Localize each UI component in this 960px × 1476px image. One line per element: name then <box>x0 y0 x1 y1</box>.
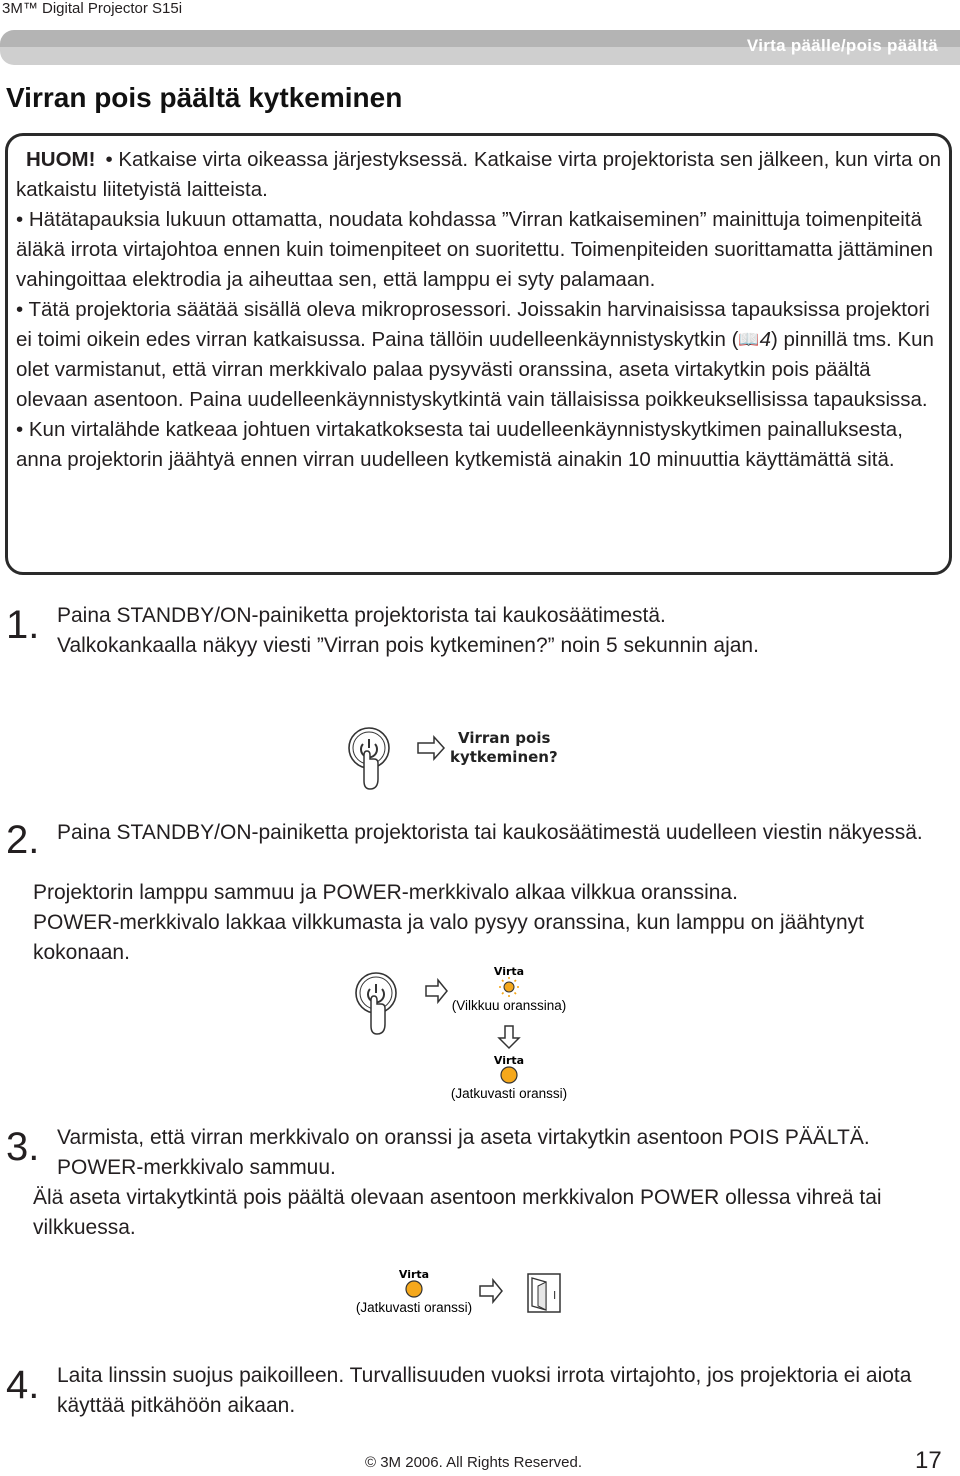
arrow-right-icon <box>480 1280 502 1302</box>
steady-led-icon <box>501 1067 517 1083</box>
step-2-number: 2. <box>6 818 40 862</box>
led-label: Virta <box>398 1268 430 1281</box>
arrow-right-icon <box>426 980 447 1002</box>
led-label-bottom: Virta <box>493 1054 525 1067</box>
step-1-line-2: Valkokankaalla näkyy viesti ”Virran pois kytkeminen?” noin 5 sekunnin ajan. <box>57 634 759 657</box>
message-line-2: kytkeminen? <box>450 748 558 766</box>
steady-led-icon <box>406 1281 422 1297</box>
step-2-line-1: Paina STANDBY/ON-painiketta projektorista tai kaukosäätimestä uudelleen viestin näkyessä. <box>57 821 923 844</box>
step-3-number: 3. <box>6 1125 40 1169</box>
step-2-body <box>33 878 943 968</box>
caption-steady: (Jatkuvasti oranssi) <box>450 1086 568 1101</box>
figure-2 <box>350 960 590 1105</box>
page-title: Virran pois päältä kytkeminen <box>6 82 403 113</box>
message-line-1: Virran pois <box>458 729 551 747</box>
section-title: Virta päälle/pois päältä <box>746 36 938 55</box>
blinking-led-icon <box>499 977 519 997</box>
note-label: HUOM! <box>26 148 96 171</box>
note-p3a: • Tätä projektoria säätää sisällä oleva mikroprosessori. Joissakin harvinaisissa tapauksissa projektori ei toimi oikein edes virran katkaisussa. Paina tällöin uudelleenkäynnistyskytkin ( <box>16 298 930 351</box>
note-paragraph-2: • Hätätapauksia lukuun ottamatta, noudata kohdassa ”Virran katkaiseminen” mainittuja toimenpiteitä äläkä irrota virtajohtoa ennen kuin toimenpiteet on suoritettu. Toimenpiteiden suorittamatta jättäminen vahingoittaa elektrodia ja aiheuttaa sen, että lamppu ei syty palamaan. <box>16 208 933 291</box>
note-paragraph-3 <box>16 295 946 415</box>
power-button-press-icon <box>349 728 389 789</box>
page-reference: 4 <box>759 328 771 351</box>
caption-blinking: (Vilkkuu oranssina) <box>451 998 567 1013</box>
caption-steady: (Jatkuvasti oranssi) <box>355 1300 473 1315</box>
led-label-top: Virta <box>493 965 525 978</box>
note-p1: • Katkaise virta oikeassa järjestyksessä. Katkaise virta projektorista sen jälkeen, kun virta on katkaistu liitetyistä laitteista. <box>16 148 941 201</box>
figure-1 <box>340 715 600 795</box>
step-2-line-2: Projektorin lamppu sammuu ja POWER-merkkivalo alkaa vilkkua oranssina. <box>33 881 738 904</box>
note-text <box>16 145 946 475</box>
step-2-line-3: POWER-merkkivalo lakkaa vilkkumasta ja valo pysyy oranssina, kun lamppu on jäähtynyt kokonaan. <box>33 911 865 964</box>
book-icon: 📖 <box>738 330 760 349</box>
step-1-text <box>57 601 957 661</box>
switch-mark: I <box>553 1289 557 1302</box>
step-3-line-2: Älä aseta virtakytkintä pois päältä olevaan asentoon merkkivalon POWER ollessa vihreä tai vilkkuessa. <box>33 1186 882 1239</box>
arrow-down-icon <box>499 1026 519 1048</box>
step-4-number: 4. <box>6 1363 40 1407</box>
copyright: © 3M 2006. All Rights Reserved. <box>365 1454 582 1471</box>
arrow-right-icon <box>418 737 444 759</box>
step-1-line-1: Paina STANDBY/ON-painiketta projektorista tai kaukosäätimestä. <box>57 604 666 627</box>
note-p3b: ) pinnillä tms. Kun olet varmistanut, että virran merkkivalo palaa pysyvästi oranssina, aseta virtakytkin pois päältä olevaan asentoon. Paina uudelleenkäynnistyskytkintä vain tällaisissa poikkeuksellisissa tapauksissa. <box>16 328 934 411</box>
page-number: 17 <box>915 1447 942 1474</box>
step-1-number: 1. <box>6 603 40 647</box>
note-paragraph-4: • Kun virtalähde katkeaa johtuen virtakatkoksesta tai uudelleenkäynnistyskytkimen painalluksesta, anna projektorin jäähtyä ennen virran uudelleen kytkemistä ainakin 10 minuuttia käyttämättä sitä. <box>16 418 903 471</box>
step-4-line-1: Laita linssin suojus paikoilleen. Turvallisuuden vuoksi irrota virtajohto, jos projektoria ei aiota käyttää pitkähöön aikaan. <box>57 1364 912 1417</box>
step-3-line-1: Varmista, että virran merkkivalo on oranssi ja aseta virtakytkin asentoon POIS PÄÄLTÄ. POWER-merkkivalo sammuu. <box>57 1126 870 1179</box>
figure-3 <box>350 1262 590 1327</box>
note-paragraph-1 <box>16 145 946 205</box>
product-name: 3M™ Digital Projector S15i <box>2 0 183 17</box>
power-button-press-icon <box>356 973 396 1034</box>
power-switch-icon <box>528 1274 560 1312</box>
